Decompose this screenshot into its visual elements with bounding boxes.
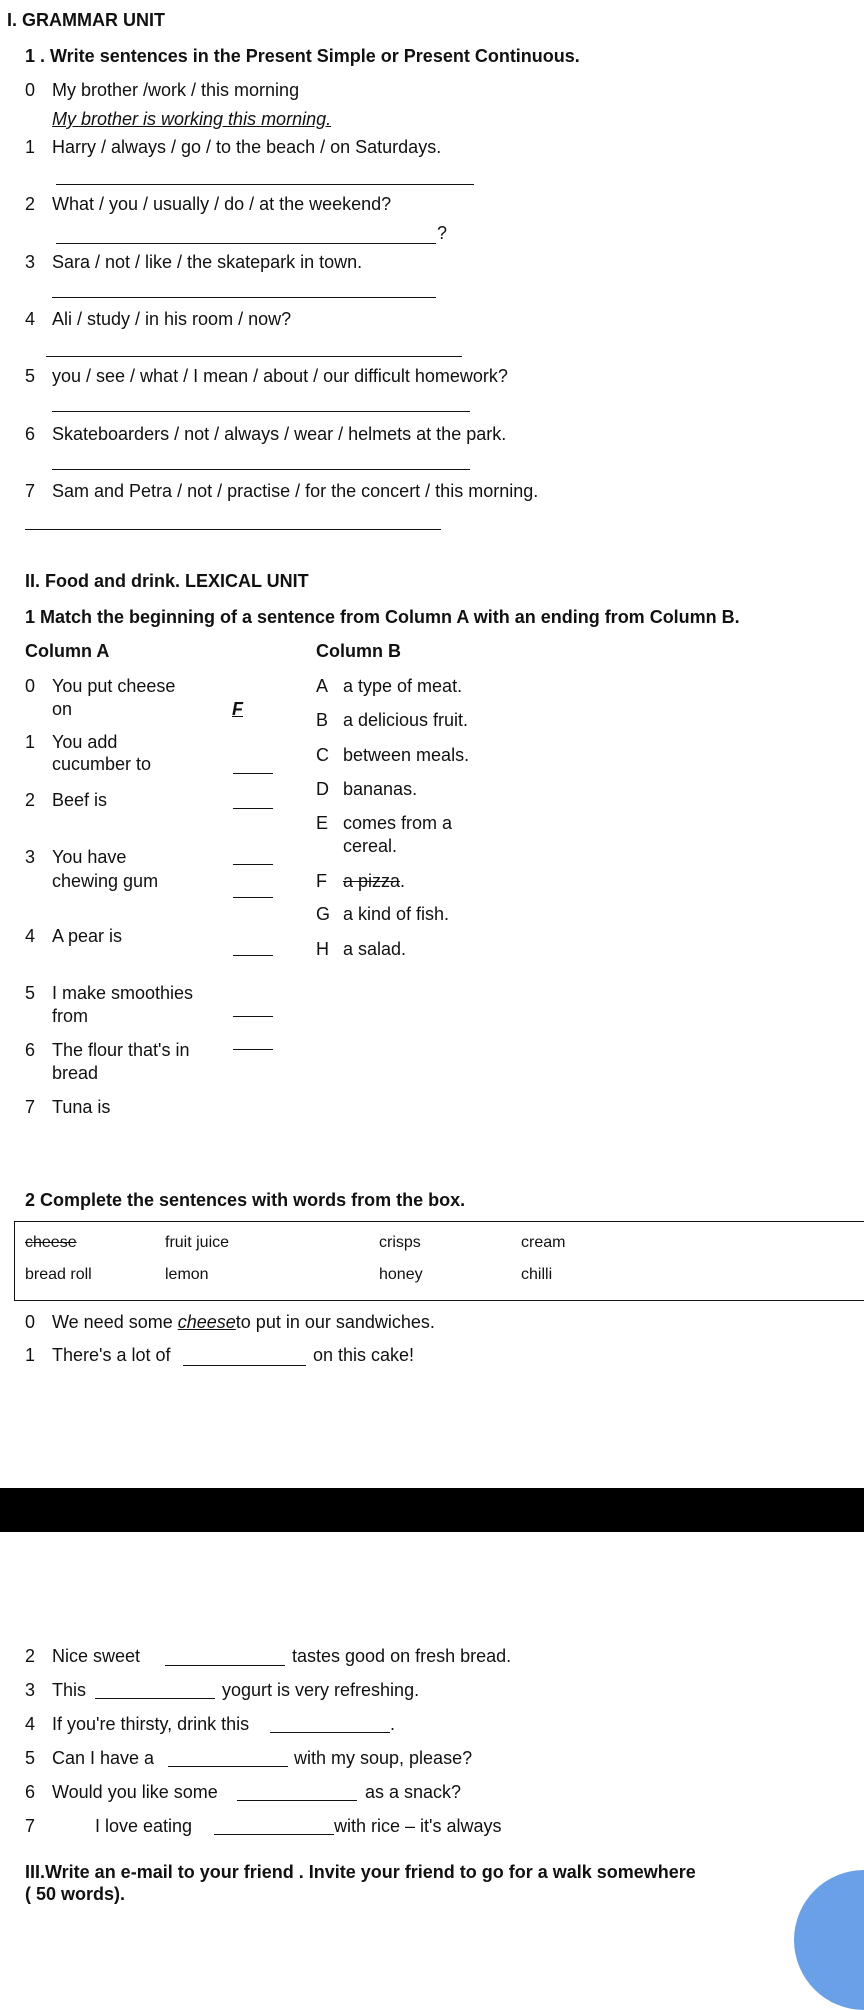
col-b-text: a type of meat. [343, 676, 463, 696]
answer-line[interactable] [52, 411, 470, 412]
col-a-text: Beef is [52, 790, 108, 810]
col-a-text: Tuna is [52, 1097, 111, 1117]
grammar-item-prompt: Sara / not / like / the skatepark in town. [52, 252, 363, 272]
word-box-item: cream [521, 1234, 566, 1251]
question-mark: ? [437, 223, 448, 243]
col-b-text: bananas. [343, 779, 418, 799]
col-a-text: bread [52, 1063, 99, 1083]
column-b-header: Column B [316, 641, 401, 661]
grammar-item-prompt: Skateboarders / not / always / wear / helmets at the park. [52, 424, 507, 444]
sentence-after: with rice – it's always [334, 1816, 502, 1836]
col-a-text: You put cheese [52, 676, 176, 696]
col-a-answer: F [232, 699, 243, 719]
sentence-before: Nice sweet [52, 1646, 141, 1666]
sentence-before: I love eating [95, 1816, 193, 1836]
grammar-task-title: 1 . Write sentences in the Present Simple or Present Continuous. [25, 46, 580, 66]
sentence-after: to put in our sandwiches. [235, 1312, 435, 1332]
answer-line[interactable] [52, 469, 470, 470]
col-a-number: 4 [25, 926, 36, 946]
grammar-item-number: 5 [25, 366, 36, 386]
lexical-task1-title: 1 Match the beginning of a sentence from Column A with an ending from Column B. [25, 607, 740, 627]
grammar-item-number: 1 [25, 137, 36, 157]
col-a-text: on [52, 699, 73, 719]
fill-blank-line[interactable] [183, 1365, 306, 1366]
col-b-letter: F [316, 871, 327, 891]
sentence-number: 5 [25, 1748, 36, 1768]
answer-line[interactable] [46, 356, 462, 357]
sentence-number: 3 [25, 1680, 36, 1700]
col-b-struck-text: a pizza [343, 871, 401, 891]
black-band [0, 1488, 864, 1532]
col-a-text: You add [52, 732, 118, 752]
col-a-number: 0 [25, 676, 36, 696]
sentence-after: on this cake! [313, 1345, 415, 1365]
fill-blank-line[interactable] [165, 1665, 285, 1666]
col-b-letter: A [316, 676, 329, 696]
grammar-item-number: 7 [25, 481, 36, 501]
grammar-item-prompt: My brother /work / this morning [52, 80, 300, 100]
sentence-before: We need some [52, 1312, 178, 1332]
col-b-text: a salad. [343, 939, 407, 959]
word-box-item: crisps [379, 1234, 421, 1251]
match-answer-line[interactable] [233, 773, 273, 774]
col-b-letter: E [316, 813, 329, 833]
grammar-item-number: 3 [25, 252, 36, 272]
word-box-item: fruit juice [165, 1234, 230, 1251]
col-b-text-used [343, 871, 405, 892]
sentence-after: as a snack? [365, 1782, 462, 1802]
col-b-text: a kind of fish. [343, 904, 450, 924]
grammar-item-prompt: Sam and Petra / not / practise / for the concert / this morning. [52, 481, 539, 501]
answer-line[interactable] [52, 297, 436, 298]
col-a-number: 2 [25, 790, 36, 810]
writing-task-line2: ( 50 words). [25, 1884, 126, 1904]
writing-task-line1: III.Write an e-mail to your friend . Invite your friend to go for a walk somewhere [25, 1862, 696, 1882]
grammar-item-number: 6 [25, 424, 36, 444]
col-a-number: 5 [25, 983, 36, 1003]
col-b-text: cereal. [343, 836, 398, 856]
answer-line[interactable] [25, 529, 441, 530]
sentence-number: 0 [25, 1312, 36, 1332]
grammar-item-number: 0 [25, 80, 36, 100]
col-a-text: chewing gum [52, 871, 159, 891]
fill-blank-line[interactable] [237, 1800, 357, 1801]
fill-blank-line[interactable] [95, 1698, 215, 1699]
sentence-number: 2 [25, 1646, 36, 1666]
col-a-number: 1 [25, 732, 36, 752]
col-b-letter: G [316, 904, 331, 924]
corner-blob [794, 1870, 864, 2010]
grammar-heading: I. GRAMMAR UNIT [7, 10, 165, 30]
column-a-header: Column A [25, 641, 110, 661]
grammar-item-prompt: What / you / usually / do / at the weekend? [52, 194, 392, 214]
col-b-text-end: . [400, 871, 406, 891]
sentence-after: yogurt is very refreshing. [222, 1680, 420, 1700]
col-b-letter: H [316, 939, 329, 959]
match-answer-line[interactable] [233, 808, 273, 809]
sentence-0 [52, 1312, 435, 1333]
grammar-item-prompt: Ali / study / in his room / now? [52, 309, 292, 329]
grammar-example-answer: My brother is working this morning. [52, 109, 332, 129]
match-answer-line[interactable] [233, 1049, 273, 1050]
col-b-letter: C [316, 745, 329, 765]
grammar-item-number: 4 [25, 309, 36, 329]
grammar-item-number: 2 [25, 194, 36, 214]
col-b-letter: B [316, 710, 329, 730]
col-a-number: 3 [25, 847, 36, 867]
word-box-item: bread roll [25, 1266, 92, 1283]
sentence-before: This [52, 1680, 87, 1700]
lexical-task2-title: 2 Complete the sentences with words from the box. [25, 1190, 466, 1210]
answer-line[interactable] [56, 184, 474, 185]
sentence-after: with my soup, please? [294, 1748, 473, 1768]
grammar-item-prompt: you / see / what / I mean / about / our difficult homework? [52, 366, 508, 386]
sentence-number: 6 [25, 1782, 36, 1802]
word-box-item: lemon [165, 1266, 209, 1283]
word-box-item: honey [379, 1266, 423, 1283]
answer-line[interactable] [56, 243, 436, 244]
grammar-item-prompt: Harry / always / go / to the beach / on Saturdays. [52, 137, 442, 157]
sentence-before: There's a lot of [52, 1345, 171, 1365]
col-a-text: cucumber to [52, 754, 152, 774]
fill-blank-line[interactable] [168, 1766, 288, 1767]
sentence-before: If you're thirsty, drink this [52, 1714, 250, 1734]
fill-blank-line[interactable] [270, 1732, 390, 1733]
col-a-text: A pear is [52, 926, 123, 946]
word-box-item: cheese [25, 1234, 77, 1251]
lexical-heading: II. Food and drink. LEXICAL UNIT [25, 571, 309, 591]
col-b-text: a delicious fruit. [343, 710, 469, 730]
sentence-number: 1 [25, 1345, 36, 1365]
col-b-text: comes from a [343, 813, 453, 833]
sentence-number: 7 [25, 1816, 36, 1836]
col-a-text: You have [52, 847, 127, 867]
sentence-after: tastes good on fresh bread. [292, 1646, 512, 1666]
sentence-before: Would you like some [52, 1782, 218, 1802]
word-box [14, 1221, 864, 1301]
match-answer-line[interactable] [233, 955, 273, 956]
col-a-text: I make smoothies [52, 983, 194, 1003]
sentence-before: Can I have a [52, 1748, 155, 1768]
col-a-number: 7 [25, 1097, 36, 1117]
col-a-number: 6 [25, 1040, 36, 1060]
match-answer-line[interactable] [233, 864, 273, 865]
col-b-text: between meals. [343, 745, 470, 765]
fill-blank-line[interactable] [214, 1834, 334, 1835]
sentence-example-answer: cheese [177, 1312, 236, 1332]
match-answer-line[interactable] [233, 1016, 273, 1017]
col-a-text: The flour that's in [52, 1040, 190, 1060]
match-answer-line[interactable] [233, 897, 273, 898]
col-b-letter: D [316, 779, 329, 799]
sentence-after: . [390, 1714, 396, 1734]
sentence-number: 4 [25, 1714, 36, 1734]
word-box-item: chilli [521, 1266, 553, 1283]
col-a-text: from [52, 1006, 88, 1026]
